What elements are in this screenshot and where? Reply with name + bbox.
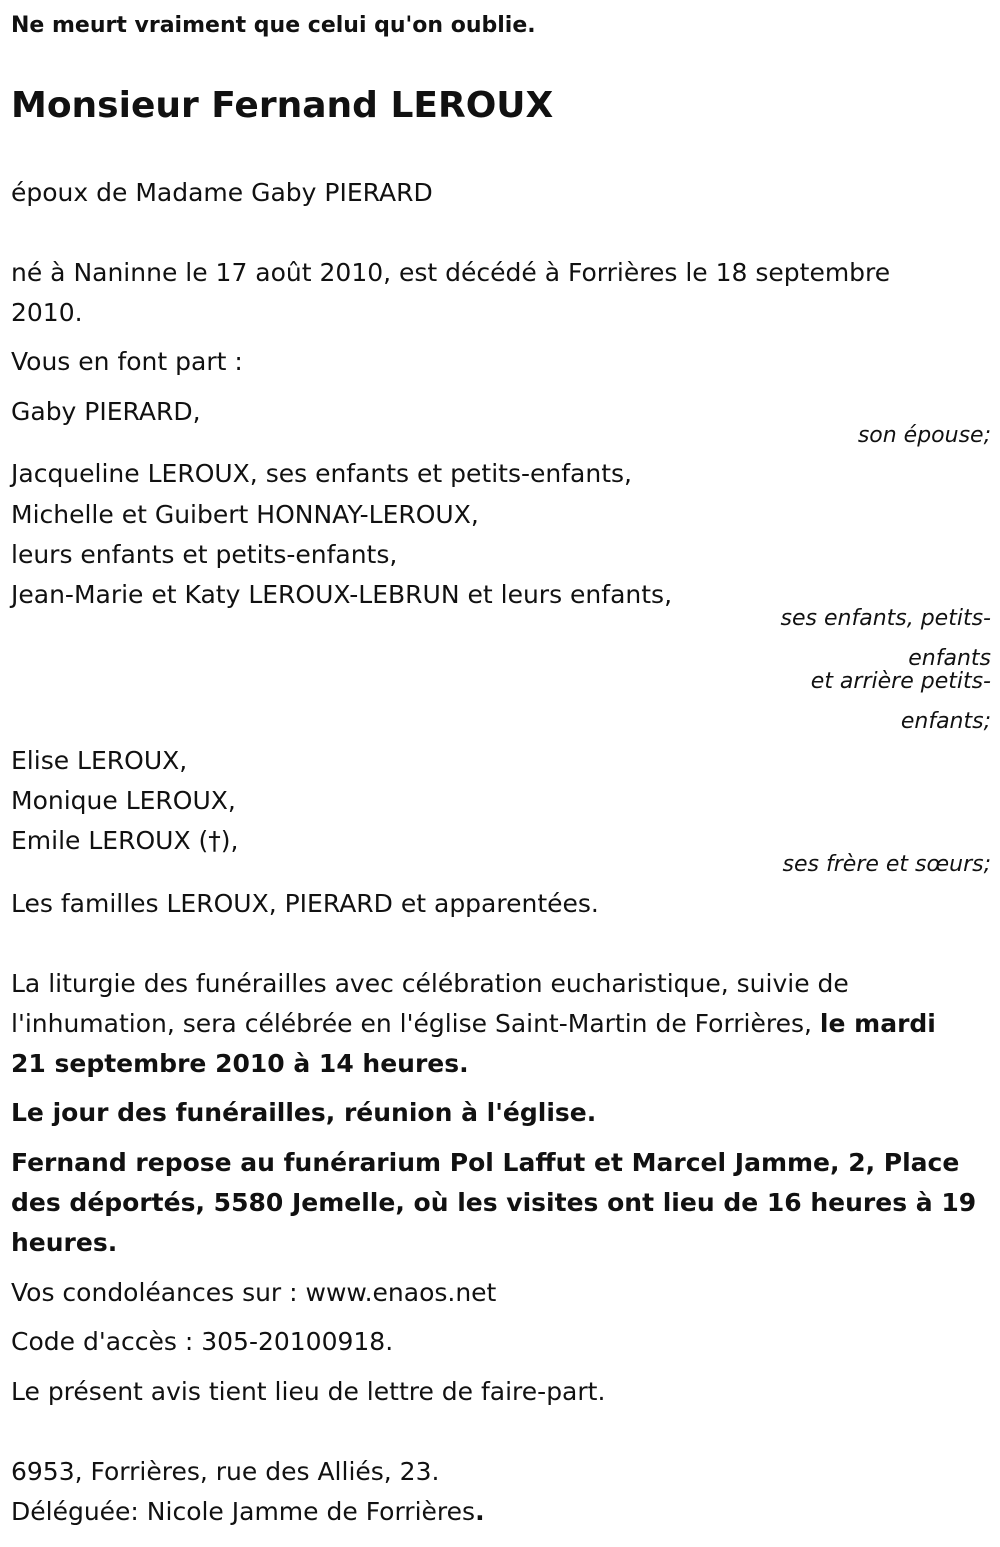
delegate-line [11, 1497, 485, 1527]
funeral-line-1: La liturgie des funérailles avec célébration eucharistique, suivie de [11, 969, 849, 998]
children-role-3: et arrière petits- [810, 669, 991, 694]
condolences-line: Vos condoléances sur : www.enaos.net [11, 1278, 497, 1307]
spouse-line: époux de Madame Gaby PIERARD [11, 178, 433, 207]
children-line-1: Jacqueline LEROUX, ses enfants et petits-enfants, [11, 459, 632, 488]
gathering-line: Le jour des funérailles, réunion à l'église. [11, 1098, 597, 1127]
motto: Ne meurt vraiment que celui qu'on oublie. [11, 13, 536, 38]
announce-line: Vous en font part : [11, 347, 243, 376]
sibling-2: Monique LEROUX, [11, 786, 236, 815]
funeral-date-start: le mardi [819, 1009, 936, 1038]
children-line-2: Michelle et Guibert HONNAY-LEROUX, [11, 500, 479, 529]
families-line: Les familles LEROUX, PIERARD et apparentées. [11, 889, 599, 918]
children-role-2: enfants [908, 646, 991, 671]
notice-line: Le présent avis tient lieu de lettre de faire-part. [11, 1377, 606, 1406]
siblings-role: ses frère et sœurs; [782, 852, 991, 877]
children-role-1: ses enfants, petits- [780, 606, 991, 631]
delegate-text: Déléguée: Nicole Jamme de Forrières [11, 1497, 476, 1526]
page-title: Monsieur Fernand LEROUX [11, 85, 554, 126]
repose-line-1: Fernand repose au funérarium Pol Laffut et Marcel Jamme, 2, Place [11, 1148, 960, 1177]
funeral-line-2-text: l'inhumation, sera célébrée en l'église Saint-Martin de Forrières, [11, 1009, 820, 1038]
children-line-4: Jean-Marie et Katy LEROUX-LEBRUN et leurs enfants, [11, 580, 673, 609]
spouse-role: son épouse; [857, 423, 991, 448]
address-line: 6953, Forrières, rue des Alliés, 23. [11, 1457, 440, 1486]
sibling-1: Elise LEROUX, [11, 746, 188, 775]
funeral-line-2 [11, 1009, 936, 1039]
repose-line-3: heures. [11, 1228, 118, 1257]
spouse-name: Gaby PIERARD, [11, 397, 201, 426]
sibling-3: Emile LEROUX (†), [11, 826, 239, 855]
delegate-end: . [475, 1497, 485, 1526]
repose-line-2: des déportés, 5580 Jemelle, où les visites ont lieu de 16 heures à 19 [11, 1188, 977, 1217]
access-code-line: Code d'accès : 305-20100918. [11, 1327, 394, 1356]
birth-death-line-1: né à Naninne le 17 août 2010, est décédé à Forrières le 18 septembre [11, 258, 891, 287]
children-role-4: enfants; [900, 709, 991, 734]
funeral-date-time: 21 septembre 2010 à 14 heures. [11, 1049, 469, 1078]
children-line-3: leurs enfants et petits-enfants, [11, 540, 398, 569]
birth-death-line-2: 2010. [11, 298, 83, 327]
